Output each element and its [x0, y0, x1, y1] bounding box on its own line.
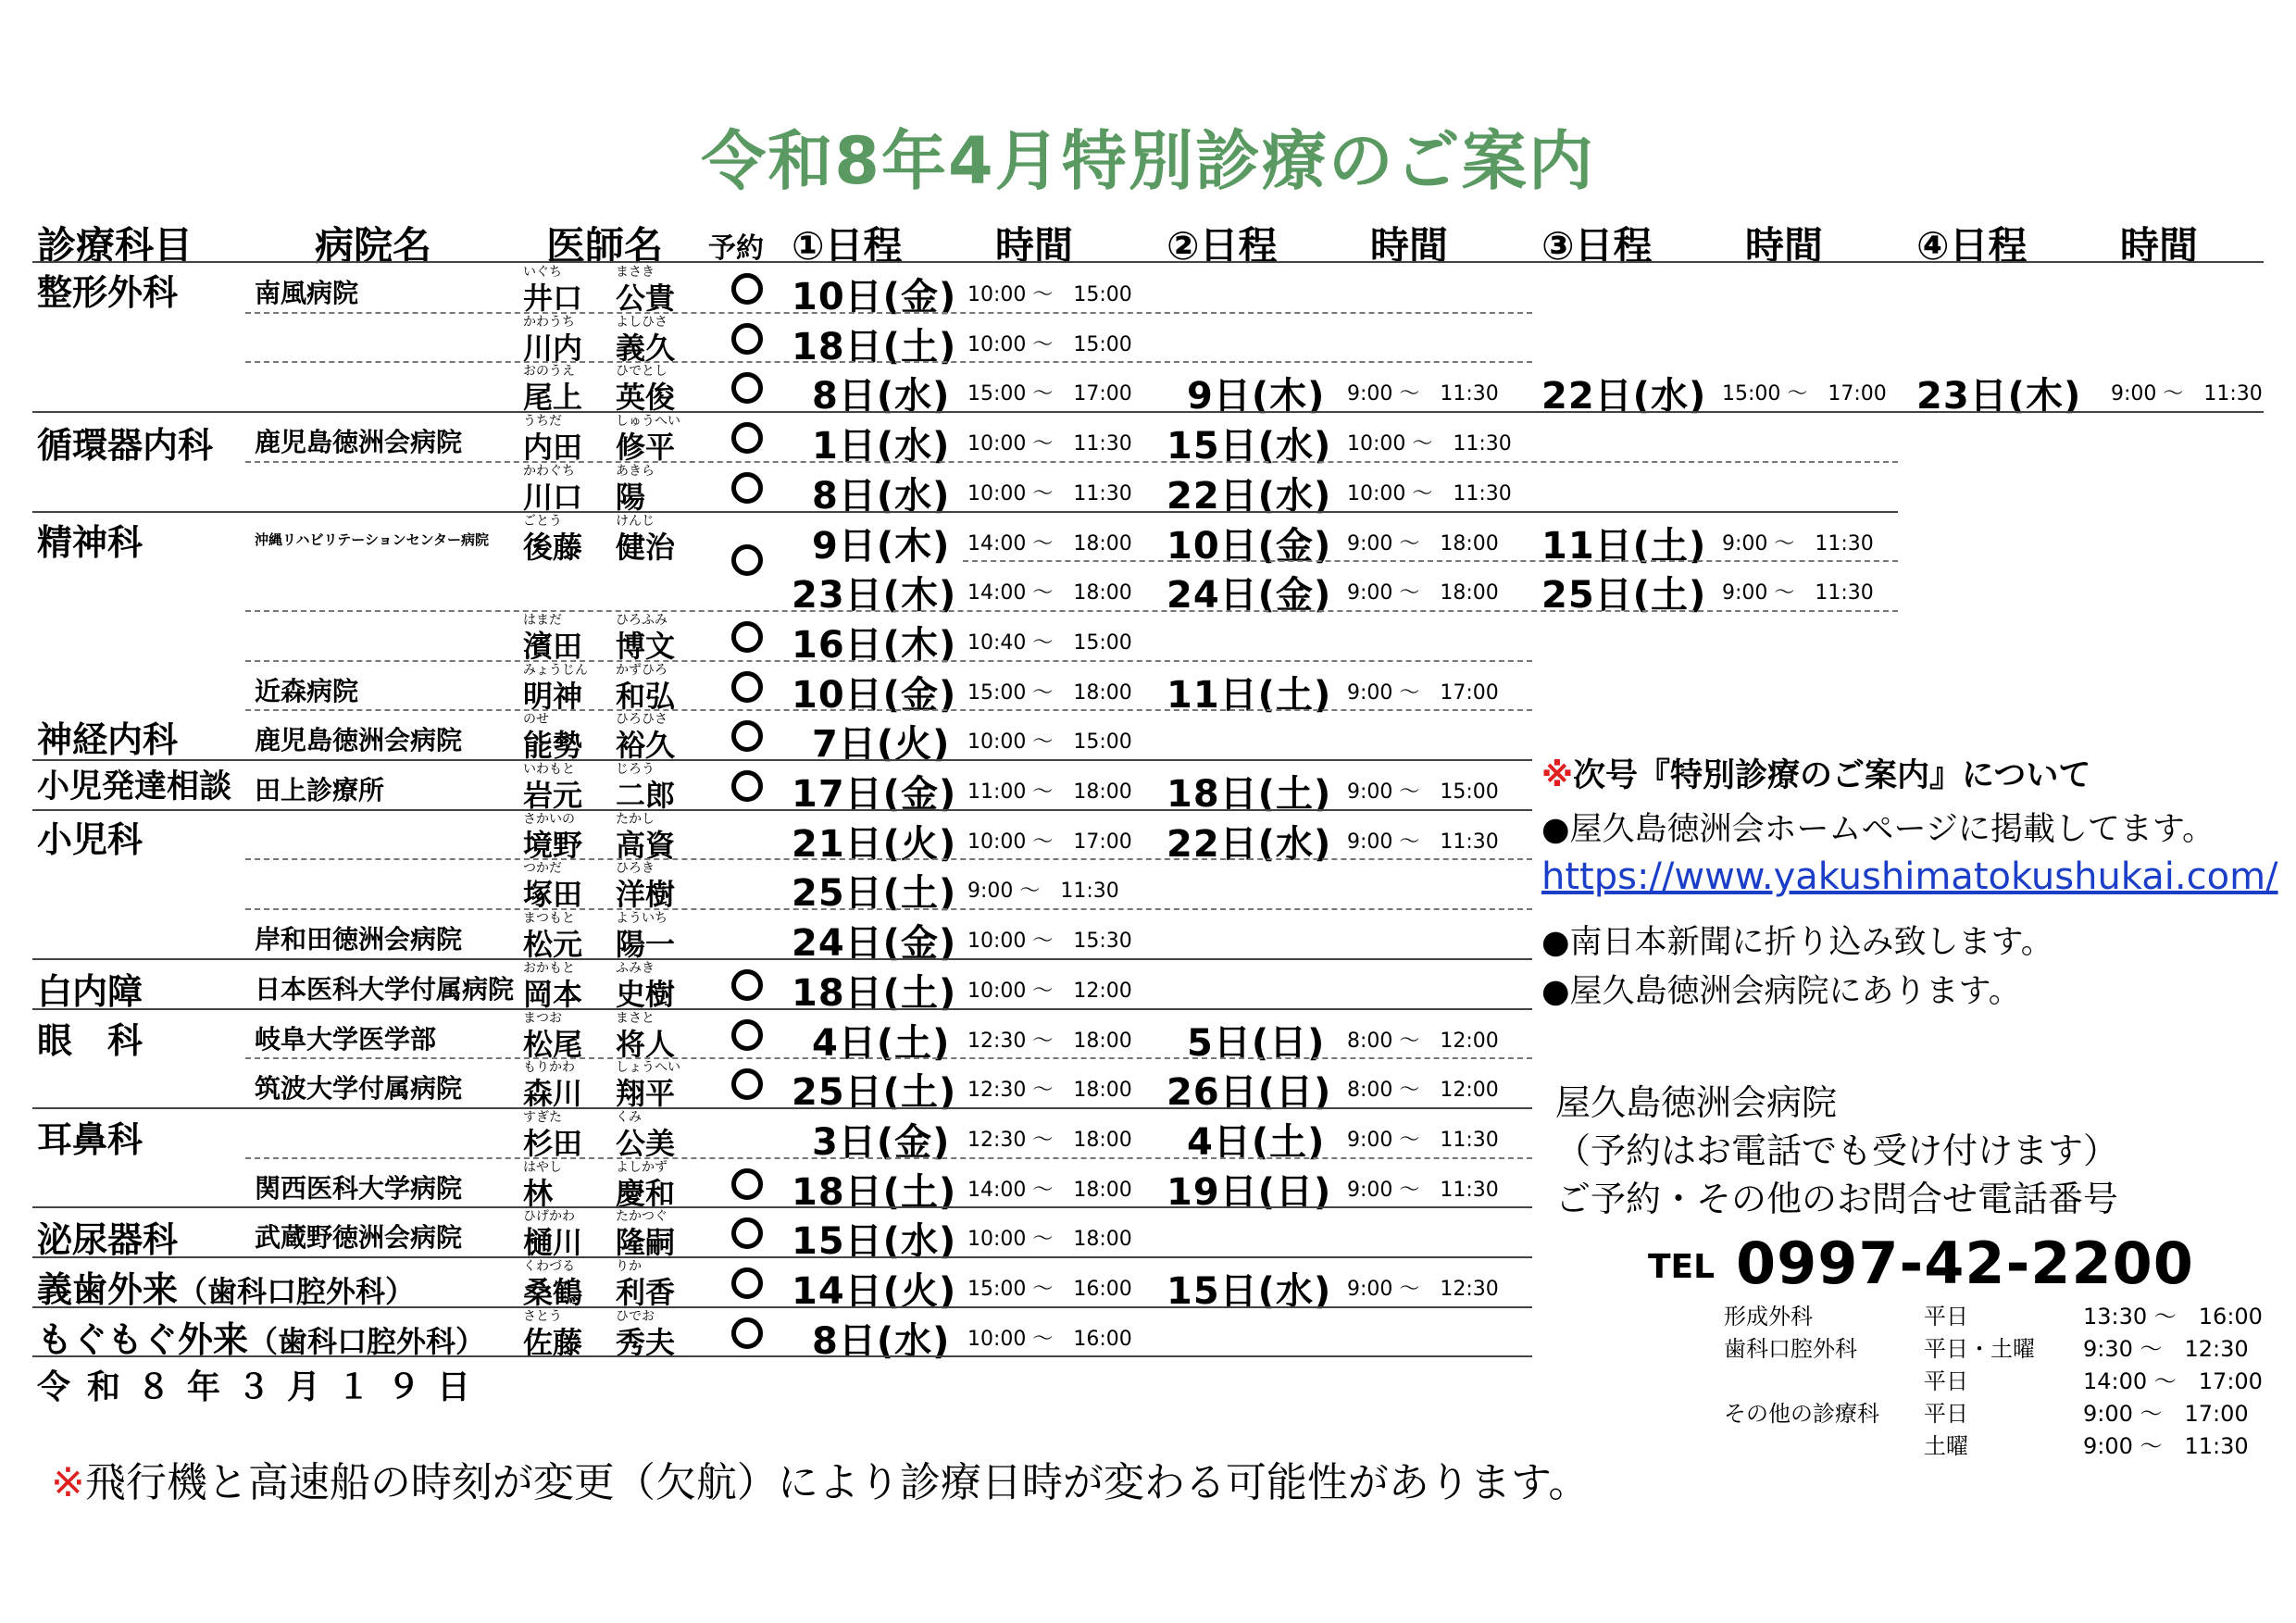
doctor-given-name: 翔平 — [616, 1076, 676, 1112]
doctor-given-name: 隆嗣 — [616, 1225, 676, 1261]
schedule-date-2: 19日(日) — [1167, 1170, 1332, 1214]
row-divider-dashed — [245, 660, 1532, 662]
page-title: 令和8年4月特別診療のご案内 — [701, 123, 1595, 199]
schedule-time-3: 9:00 ～ 11:30 — [1722, 581, 1874, 606]
reservation-circle-icon — [731, 1317, 763, 1349]
doctor-ruby: しゅうへい — [616, 414, 680, 430]
contact-hospital: 屋久島徳洲会病院 — [1555, 1082, 1838, 1123]
doctor-ruby: じろう — [616, 762, 655, 777]
doctor-surname: 松元 — [523, 927, 583, 963]
schedule-date-1: 15日(水) — [792, 1220, 957, 1264]
header-time-2: 時間 — [1370, 223, 1449, 268]
schedule-date-1: 25日(土) — [792, 1071, 957, 1115]
schedule-date-1: 7日(火) — [812, 723, 951, 767]
schedule-time-1: 10:40 ～ 15:00 — [967, 630, 1132, 655]
schedule-date-1: 8日(水) — [812, 1319, 951, 1363]
doctor-ruby: はまだ — [523, 612, 562, 628]
schedule-time-2: 9:00 ～ 11:30 — [1347, 1178, 1499, 1202]
doctor-ruby: あきら — [616, 463, 655, 479]
schedule-time-2: 10:00 ～ 11:30 — [1347, 432, 1512, 456]
row-divider — [32, 1008, 1532, 1010]
row-divider-dashed — [245, 312, 1532, 314]
dept-denture-label: 義歯外来 — [37, 1269, 179, 1310]
issue-date: 令和８年３月１９日 — [37, 1368, 488, 1406]
doctor-surname: 内田 — [523, 430, 583, 466]
doctor-ruby: まつもと — [523, 911, 575, 927]
dept-mogumogu-label: もぐもぐ外来 — [37, 1319, 249, 1360]
schedule-time-1: 14:00 ～ 18:00 — [967, 1178, 1132, 1202]
schedule-date-1: 18日(土) — [792, 1170, 957, 1214]
doctor-ruby: くみ — [616, 1109, 642, 1125]
schedule-time-1: 10:00 ～ 11:30 — [967, 481, 1132, 506]
hospital-name: 岐阜大学医学部 — [255, 1023, 437, 1055]
row-divider — [32, 809, 1532, 811]
reservation-circle-icon — [731, 273, 763, 305]
reservation-circle-icon — [731, 544, 763, 576]
doctor-ruby: ごとう — [523, 513, 562, 529]
schedule-date-1: 18日(土) — [792, 325, 957, 368]
schedule-time-2: 9:00 ～ 11:30 — [1347, 830, 1499, 854]
header-date-4: ④日程 — [1916, 223, 2028, 268]
schedule-time-2: 8:00 ～ 12:00 — [1347, 1029, 1499, 1053]
schedule-date-3: 25日(土) — [1541, 574, 1707, 618]
reservation-circle-icon — [731, 621, 763, 653]
doctor-surname: 林 — [523, 1175, 554, 1211]
doctor-ruby: たかつぐ — [616, 1209, 668, 1225]
doctor-ruby: かわうち — [523, 314, 575, 330]
schedule-time-2: 9:00 ～ 18:00 — [1347, 581, 1499, 606]
row-divider-dashed — [245, 361, 1532, 363]
hospital-name: 日本医科大学付属病院 — [255, 973, 515, 1005]
doctor-ruby: さとう — [523, 1308, 562, 1324]
doctor-given-name: 陽一 — [616, 927, 676, 963]
hours-days: 平日 — [1924, 1401, 1968, 1427]
schedule-date-2: 4日(土) — [1187, 1120, 1326, 1164]
schedule-time-1: 15:00 ～ 18:00 — [967, 680, 1132, 705]
doctor-surname: 明神 — [523, 678, 583, 714]
schedule-date-1: 23日(木) — [792, 574, 957, 618]
schedule-date-1: 8日(水) — [812, 474, 951, 518]
header-time-4: 時間 — [2120, 223, 2199, 268]
doctor-given-name: 英俊 — [616, 380, 676, 416]
doctor-surname: 川内 — [523, 330, 583, 366]
schedule-time-1: 11:00 ～ 18:00 — [967, 780, 1132, 804]
doctor-ruby: もりかわ — [523, 1060, 575, 1076]
note-homepage: ●屋久島徳洲会ホームページに掲載してます。 — [1541, 811, 2215, 848]
hospital-name: 沖縄リハビリテーションセンター病院 — [255, 531, 490, 548]
schedule-date-1: 25日(土) — [792, 872, 957, 916]
doctor-surname: 杉田 — [523, 1125, 583, 1161]
doctor-surname: 桑鶴 — [523, 1275, 583, 1310]
schedule-date-2: 22日(水) — [1167, 822, 1332, 866]
hospital-name: 鹿児島徳洲会病院 — [255, 427, 463, 458]
dept-denture-sub: （歯科口腔外科） — [178, 1274, 416, 1309]
schedule-time-1: 14:00 ～ 18:00 — [967, 581, 1132, 606]
doctor-ruby: ひでとし — [616, 364, 668, 380]
dept-pediatrics: 小児科 — [37, 819, 144, 860]
doctor-ruby: のせ — [523, 712, 549, 728]
tel-label: TEL — [1648, 1248, 1716, 1286]
doctor-given-name: 利香 — [616, 1275, 676, 1310]
schedule-time-4: 9:00 ～ 11:30 — [2111, 382, 2263, 406]
hospital-name: 近森病院 — [255, 675, 359, 706]
doctor-ruby: りか — [616, 1259, 642, 1274]
hours-time: 13:30 ～ 16:00 — [2083, 1304, 2263, 1330]
dept-ophthalmology: 眼 科 — [37, 1020, 144, 1061]
dept-child-development: 小児発達相談 — [37, 768, 232, 805]
row-divider-dashed — [245, 1057, 1532, 1059]
schedule-date-2: 9日(木) — [1187, 375, 1326, 418]
doctor-surname: 岡本 — [523, 976, 583, 1012]
schedule-time-1: 12:30 ～ 18:00 — [967, 1029, 1132, 1053]
reservation-circle-icon — [731, 422, 763, 454]
header-date-1: ①日程 — [792, 223, 903, 268]
doctor-ruby: うちだ — [523, 414, 562, 430]
hours-days: 平日 — [1924, 1304, 1968, 1330]
hospital-name: 関西医科大学病院 — [255, 1172, 463, 1204]
schedule-date-2: 18日(土) — [1167, 773, 1332, 816]
schedule-date-1: 24日(金) — [792, 922, 957, 966]
schedule-date-1: 4日(土) — [812, 1021, 951, 1065]
schedule-time-1: 10:00 ～ 11:30 — [967, 432, 1132, 456]
doctor-surname: 後藤 — [523, 529, 583, 565]
doctor-given-name: 公貴 — [616, 281, 676, 316]
hours-dept: その他の診療科 — [1724, 1401, 1879, 1427]
doctor-given-name: 裕久 — [616, 728, 676, 764]
row-divider-dashed — [245, 908, 1532, 910]
schedule-time-2: 10:00 ～ 11:30 — [1347, 481, 1512, 506]
doctor-given-name: 洋樹 — [616, 877, 676, 913]
doctor-ruby: おのうえ — [523, 364, 575, 380]
schedule-date-1: 8日(水) — [812, 375, 951, 418]
schedule-date-2: 11日(土) — [1167, 673, 1332, 717]
warning-mark: ※ — [51, 1459, 85, 1506]
note-newspaper: ●南日本新聞に折り込み致します。 — [1541, 924, 2053, 961]
doctor-ruby: いぐち — [523, 265, 562, 280]
schedule-time-2: 9:00 ～ 15:00 — [1347, 780, 1499, 804]
header-date-3: ③日程 — [1541, 223, 1653, 268]
reservation-circle-icon — [731, 372, 763, 404]
schedule-date-1: 9日(木) — [812, 524, 951, 568]
schedule-date-2: 15日(水) — [1167, 1270, 1332, 1313]
doctor-surname: 境野 — [523, 827, 583, 863]
doctor-surname: 樋川 — [523, 1225, 583, 1261]
reservation-circle-icon — [731, 1168, 763, 1200]
next-issue-heading — [1541, 750, 2090, 796]
doctor-ruby: よういち — [616, 911, 668, 927]
doctor-ruby: ひろき — [616, 861, 655, 877]
doctor-surname: 井口 — [523, 281, 583, 316]
dept-cataract: 白内障 — [37, 971, 144, 1012]
row-divider — [32, 1256, 1532, 1258]
schedule-time-2: 9:00 ～ 11:30 — [1347, 1128, 1499, 1152]
schedule-time-1: 10:00 ～ 17:00 — [967, 830, 1132, 854]
doctor-given-name: 秀夫 — [616, 1324, 676, 1360]
hours-dept: 歯科口腔外科 — [1724, 1336, 1857, 1362]
doctor-ruby: みょうじん — [523, 662, 588, 678]
doctor-ruby: つかだ — [523, 861, 562, 877]
schedule-time-1: 10:00 ～ 18:00 — [967, 1228, 1132, 1252]
schedule-date-1: 10日(金) — [792, 276, 957, 318]
schedule-date-4: 23日(木) — [1916, 375, 2082, 418]
dept-cardiology: 循環器内科 — [37, 425, 214, 466]
header-hospital: 病院名 — [315, 223, 432, 268]
schedule-time-1: 9:00 ～ 11:30 — [967, 880, 1119, 904]
hours-dept: 形成外科 — [1724, 1304, 1813, 1330]
reservation-circle-icon — [731, 969, 763, 1001]
doctor-ruby: ひげかわ — [523, 1209, 575, 1225]
schedule-time-2: 9:00 ～ 11:30 — [1347, 382, 1499, 406]
row-divider — [32, 958, 1532, 960]
hours-days: 平日 — [1924, 1368, 1968, 1394]
schedule-time-3: 9:00 ～ 11:30 — [1722, 531, 1874, 556]
doctor-given-name: 将人 — [616, 1026, 676, 1062]
schedule-date-1: 16日(木) — [792, 623, 957, 667]
reservation-circle-icon — [731, 671, 763, 703]
row-divider — [32, 1206, 1532, 1208]
header-time-3: 時間 — [1745, 223, 1824, 268]
dept-neurology: 神経内科 — [37, 719, 179, 760]
doctor-ruby: まつお — [523, 1010, 562, 1026]
hospital-name: 南風病院 — [255, 278, 359, 308]
doctor-ruby: かわぐち — [523, 463, 575, 479]
schedule-date-1: 10日(金) — [792, 673, 957, 717]
doctor-ruby: おかもと — [523, 960, 575, 976]
schedule-date-1: 14日(火) — [792, 1270, 957, 1313]
doctor-ruby: ひろひさ — [616, 712, 668, 728]
doctor-ruby: いわもと — [523, 762, 575, 777]
doctor-ruby: さかいの — [523, 811, 575, 827]
doctor-given-name: 陽 — [616, 479, 646, 515]
schedule-time-1: 10:00 ～ 16:00 — [967, 1327, 1132, 1351]
row-divider — [32, 261, 2264, 263]
tel-number[interactable]: 0997-42-2200 — [1736, 1230, 2194, 1297]
doctor-ruby: まさき — [616, 265, 655, 280]
doctor-surname: 松尾 — [523, 1026, 583, 1062]
header-reserve: 予約 — [708, 232, 764, 265]
doctor-ruby: まさと — [616, 1010, 655, 1026]
doctor-surname: 川口 — [523, 479, 583, 515]
hours-days: 土曜 — [1924, 1433, 1968, 1459]
row-divider-dashed — [245, 461, 1898, 463]
schedule-time-1: 14:00 ～ 18:00 — [967, 531, 1132, 556]
row-divider-dashed — [245, 1157, 1532, 1159]
row-divider — [32, 759, 1532, 761]
dept-urology: 泌尿器科 — [37, 1219, 179, 1260]
contact-reserve-note: （予約はお電話でも受け付けます） — [1555, 1130, 2119, 1171]
hospital-name: 筑波大学付属病院 — [255, 1073, 463, 1105]
doctor-surname: 濱田 — [523, 628, 583, 664]
doctor-surname: 能勢 — [523, 728, 583, 764]
schedule-time-2: 9:00 ～ 18:00 — [1347, 531, 1499, 556]
schedule-time-1: 12:30 ～ 18:00 — [967, 1128, 1132, 1152]
next-issue-title: 次号『特別診療のご案内』について — [1573, 757, 2091, 794]
schedule-time-3: 15:00 ～ 17:00 — [1722, 382, 1887, 406]
schedule-date-3: 22日(水) — [1541, 375, 1707, 418]
schedule-date-2: 5日(日) — [1187, 1021, 1326, 1065]
doctor-surname: 佐藤 — [523, 1324, 583, 1360]
hospital-name: 田上診療所 — [255, 775, 385, 805]
schedule-time-2: 8:00 ～ 12:00 — [1347, 1079, 1499, 1103]
schedule-date-1: 17日(金) — [792, 773, 957, 816]
doctor-given-name: 和弘 — [616, 678, 676, 714]
hours-time: 9:30 ～ 12:30 — [2083, 1336, 2249, 1362]
schedule-date-3: 11日(土) — [1541, 524, 1707, 568]
note-mark: ※ — [1541, 757, 1574, 794]
schedule-time-2: 9:00 ～ 17:00 — [1347, 680, 1499, 705]
header-dept: 診療科目 — [37, 223, 193, 268]
schedule-time-1: 10:00 ～ 15:00 — [967, 283, 1132, 306]
dept-denture — [37, 1261, 415, 1312]
schedule-time-1: 10:00 ～ 15:00 — [967, 730, 1132, 755]
schedule-time-1: 12:30 ～ 18:00 — [967, 1079, 1132, 1103]
hours-time: 14:00 ～ 17:00 — [2083, 1368, 2263, 1394]
doctor-ruby: けんじ — [616, 513, 655, 529]
dept-ent: 耳鼻科 — [37, 1119, 144, 1160]
doctor-ruby: はやし — [523, 1159, 562, 1175]
schedule-date-2: 26日(日) — [1167, 1071, 1332, 1115]
doctor-ruby: かずひろ — [616, 662, 668, 678]
schedule-time-1: 15:00 ～ 17:00 — [967, 382, 1132, 406]
doctor-given-name: 博文 — [616, 628, 676, 664]
row-divider-dashed — [245, 610, 1898, 612]
doctor-given-name: 公美 — [616, 1125, 676, 1161]
reservation-circle-icon — [731, 1267, 763, 1299]
doctor-ruby: くわづる — [523, 1259, 575, 1274]
schedule-date-1: 18日(土) — [792, 971, 957, 1015]
doctor-ruby: たかし — [616, 811, 655, 827]
homepage-link[interactable]: https://www.yakushimatokushukai.com/ — [1541, 855, 2278, 898]
reservation-circle-icon — [731, 323, 763, 355]
schedule-warning — [51, 1449, 1589, 1508]
doctor-given-name: 修平 — [616, 430, 676, 466]
doctor-ruby: しょうへい — [616, 1060, 680, 1076]
doctor-given-name: 義久 — [616, 330, 676, 366]
doctor-given-name: 史樹 — [616, 976, 676, 1012]
doctor-surname: 塚田 — [523, 877, 583, 913]
dept-orthopedics: 整形外科 — [37, 272, 179, 313]
schedule-time-1: 15:00 ～ 16:00 — [967, 1278, 1132, 1301]
header-date-2: ②日程 — [1167, 223, 1278, 268]
reservation-circle-icon — [731, 1217, 763, 1249]
schedule-date-2: 22日(水) — [1167, 474, 1332, 518]
hours-time: 9:00 ～ 17:00 — [2083, 1401, 2249, 1427]
note-hospital: ●屋久島徳洲会病院にあります。 — [1541, 973, 2021, 1010]
schedule-time-1: 10:00 ～ 12:00 — [967, 979, 1132, 1003]
hospital-name: 武蔵野徳洲会病院 — [255, 1222, 463, 1254]
header-time-1: 時間 — [995, 223, 1074, 268]
doctor-ruby: すぎた — [523, 1109, 562, 1125]
dept-psychiatry: 精神科 — [37, 522, 144, 563]
schedule-date-2: 15日(水) — [1167, 425, 1332, 468]
doctor-surname: 森川 — [523, 1076, 583, 1112]
schedule-time-2: 9:00 ～ 12:30 — [1347, 1278, 1499, 1301]
hours-days: 平日・土曜 — [1924, 1336, 2035, 1362]
schedule-date-2: 10日(金) — [1167, 524, 1332, 568]
reservation-circle-icon — [731, 472, 763, 504]
schedule-date-1: 1日(水) — [812, 425, 951, 468]
doctor-ruby: ふみき — [616, 960, 655, 976]
doctor-surname: 尾上 — [523, 380, 583, 416]
doctor-given-name: 慶和 — [616, 1175, 676, 1211]
doctor-ruby: ひでお — [616, 1308, 655, 1324]
doctor-surname: 岩元 — [523, 778, 583, 813]
doctor-given-name: 高資 — [616, 827, 676, 863]
schedule-time-1: 10:00 ～ 15:30 — [967, 930, 1132, 954]
schedule-date-2: 24日(金) — [1167, 574, 1332, 618]
reservation-circle-icon — [731, 1068, 763, 1100]
schedule-date-1: 21日(火) — [792, 822, 957, 866]
row-divider — [32, 1355, 1532, 1357]
row-divider — [32, 511, 1898, 513]
row-divider-dashed — [245, 709, 1532, 711]
reservation-circle-icon — [731, 720, 763, 752]
row-divider-dashed — [245, 858, 1532, 860]
reservation-circle-icon — [731, 770, 763, 802]
doctor-ruby: ひろふみ — [616, 612, 668, 628]
dept-mogumogu-sub: （歯科口腔外科） — [248, 1324, 486, 1359]
header-doctor: 医師名 — [546, 223, 664, 268]
doctor-ruby: よしかず — [616, 1159, 668, 1175]
row-divider — [32, 1306, 1532, 1308]
row-divider-dashed — [963, 560, 1898, 562]
dept-mogumogu — [37, 1311, 485, 1362]
warning-text: 飛行機と高速船の時刻が変更（欠航）により診療日時が変わる可能性があります。 — [84, 1459, 1590, 1506]
schedule-date-1: 3日(金) — [812, 1120, 951, 1164]
row-divider — [32, 411, 2264, 413]
schedule-time-1: 10:00 ～ 15:00 — [967, 332, 1132, 356]
doctor-given-name: 健治 — [616, 529, 676, 565]
contact-inquiry: ご予約・その他のお問合せ電話番号 — [1555, 1179, 2119, 1219]
hospital-name: 岸和田徳洲会病院 — [255, 924, 463, 955]
row-divider — [32, 1107, 1532, 1109]
doctor-ruby: よしひさ — [616, 314, 668, 330]
hours-time: 9:00 ～ 11:30 — [2083, 1433, 2249, 1459]
reservation-circle-icon — [731, 1019, 763, 1051]
hospital-name: 鹿児島徳洲会病院 — [255, 725, 463, 756]
doctor-given-name: 二郎 — [616, 778, 676, 813]
